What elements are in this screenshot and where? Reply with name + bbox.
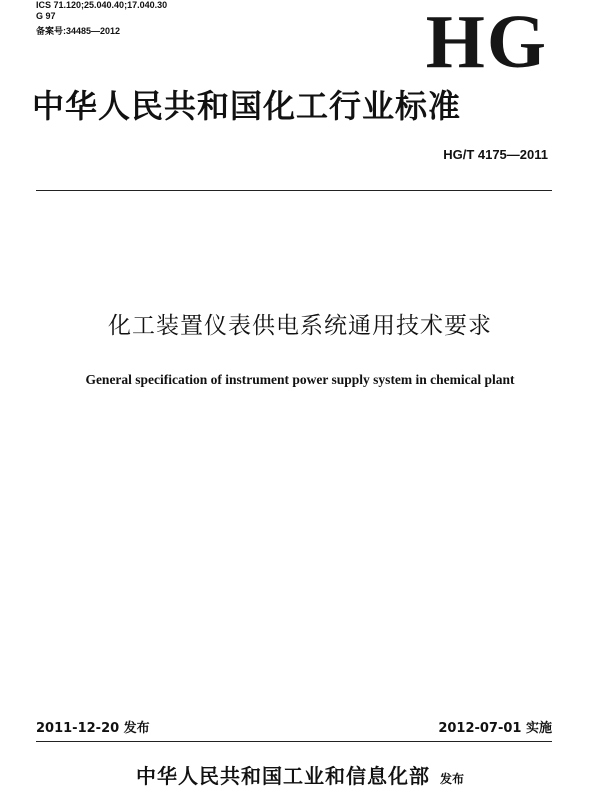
top-divider bbox=[36, 190, 552, 191]
issue-date: 2011-12-20 发布 bbox=[36, 721, 150, 736]
implementation-date: 2012-07-01 实施 bbox=[438, 721, 552, 736]
standard-number: HG/T 4175—2011 bbox=[443, 147, 548, 162]
document-title-chinese: 化工装置仪表供电系统通用技术要求 bbox=[108, 313, 492, 339]
clc-code: G 97 bbox=[36, 11, 56, 21]
bottom-divider bbox=[36, 741, 552, 742]
ics-code: ICS 71.120;25.040.40;17.040.30 bbox=[36, 0, 168, 10]
issued-label: 发布 bbox=[439, 772, 464, 786]
document-title-english: General specification of instrument power supply system in chemical plant bbox=[85, 372, 515, 387]
filing-number: 备案号:34485—2012 bbox=[36, 26, 121, 36]
industry-standard-title: 中华人民共和国化工行业标准 bbox=[32, 87, 462, 125]
issuing-authority: 中华人民共和国工业和信息化部 bbox=[135, 764, 430, 788]
hg-logo: HG bbox=[425, 0, 548, 84]
issuer-line bbox=[0, 764, 600, 791]
